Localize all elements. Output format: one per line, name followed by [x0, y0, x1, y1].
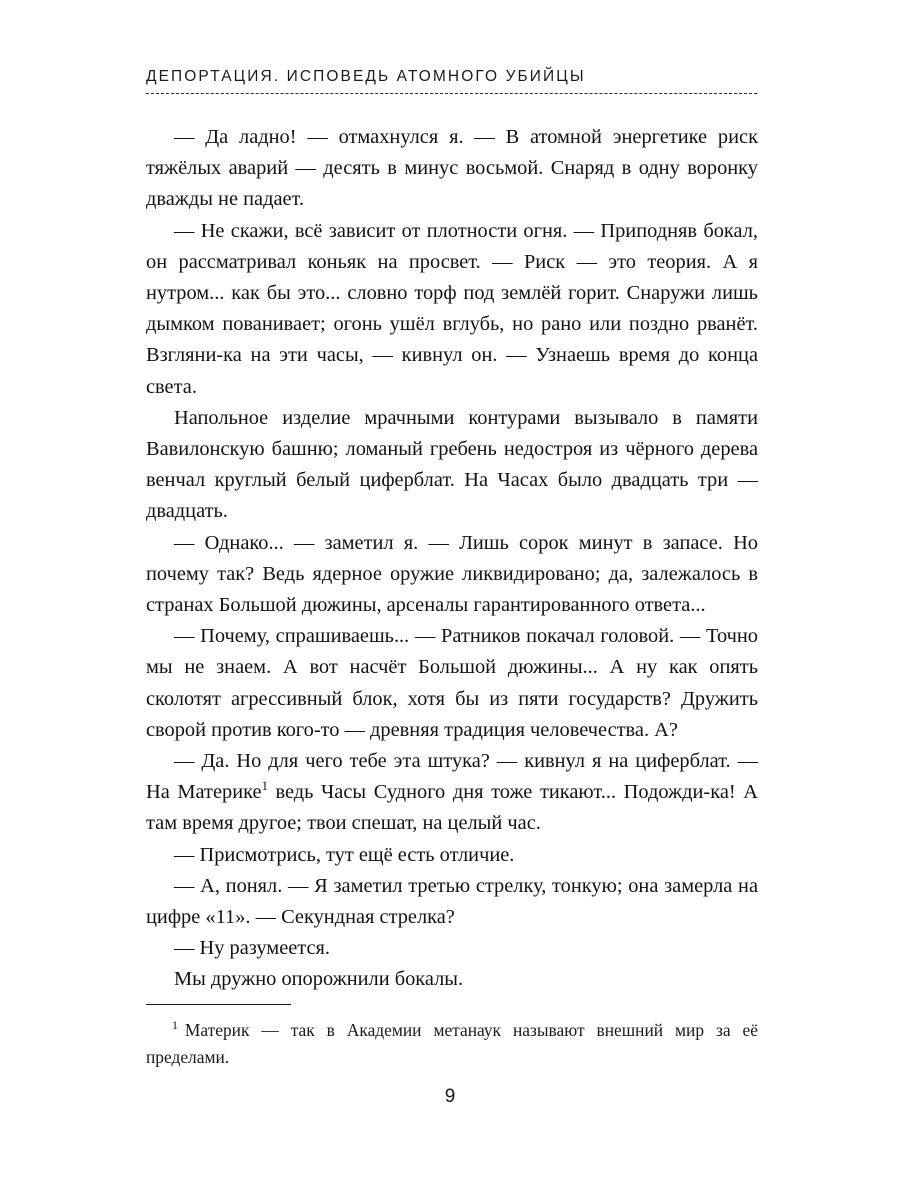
paragraph: — Ну разумеется.	[174, 937, 330, 960]
footnote-body-text: Материк — так в Академии метанаук называют внешний мир за её пределами.	[146, 1020, 758, 1067]
footnote-reference-marker[interactable]: 1	[261, 779, 268, 794]
page-header	[146, 68, 758, 94]
header-dashed-rule	[146, 93, 757, 94]
paragraph: — Да ладно! — отмахнулся я. — В атомной энергетике риск тяжёлых аварий — десять в минус восьмой. Снаряд в одну воронку дважды не падает.	[146, 126, 758, 211]
paragraph: Напольное изделие мрачными контурами вызывало в памяти Вавилонскую башню; ломаный гребень недостроя из чёрного дерева венчал круглый белый циферблат. На Часах было двадцать три — двадцать.	[146, 406, 758, 523]
page-number: 9	[444, 1086, 456, 1107]
paragraph: — Не скажи, всё зависит от плотности огня. — Приподняв бокал, он рассматривал коньяк на просвет. — Риск — это теория. А я нутром... как бы это... словно торф под землёй горит. Снаружи лишь дымком пованивает; огонь ушёл вглубь, но рано или поздно рванёт. Взгляни-ка на эти часы, — кивнул он. — Узнаешь время до конца света.	[146, 219, 758, 398]
paragraph-with-footnote	[146, 746, 758, 840]
paragraph: — А, понял. — Я заметил третью стрелку, тонкую; она замерла на цифре «11». — Секундная стрелка?	[146, 874, 758, 929]
paragraph-text-before-marker: — Да. Но для чего тебе эта штука? — кивнул я на циферблат. — На Материке	[146, 750, 758, 804]
paragraph: Мы дружно опорожнили бокалы.	[174, 968, 464, 991]
footnote-number: 1	[172, 1018, 178, 1033]
footnote-entry	[146, 1017, 758, 1071]
paragraph-text-after-marker: ведь Часы Судного дня тоже тикают... Подожди-ка! А там время другое; твои спешат, на целый час.	[146, 781, 758, 835]
footnote-separator-rule	[146, 1004, 291, 1005]
paragraph: — Почему, спрашиваешь... — Ратников покачал головой. — Точно мы не знаем. А вот насчёт Большой дюжины... А ну как опять сколотят агрессивный блок, хотя бы из пяти государств? Дружить сворой против кого-то — древняя традиция человечества. А?	[146, 625, 758, 741]
body-text-block	[146, 122, 758, 996]
running-head-title: ДЕПОРТАЦИЯ. ИСПОВЕДЬ АТОМНОГО УБИЙЦЫ	[146, 68, 586, 85]
footnote-area	[146, 1004, 758, 1071]
paragraph: — Присмотрись, тут ещё есть отличие.	[174, 843, 515, 866]
paragraph: — Однако... — заметил я. — Лишь сорок минут в запасе. Но почему так? Ведь ядерное оружие ликвидировано; да, залежалось в странах Большой дюжины, арсеналы гарантированного ответа...	[146, 531, 758, 617]
